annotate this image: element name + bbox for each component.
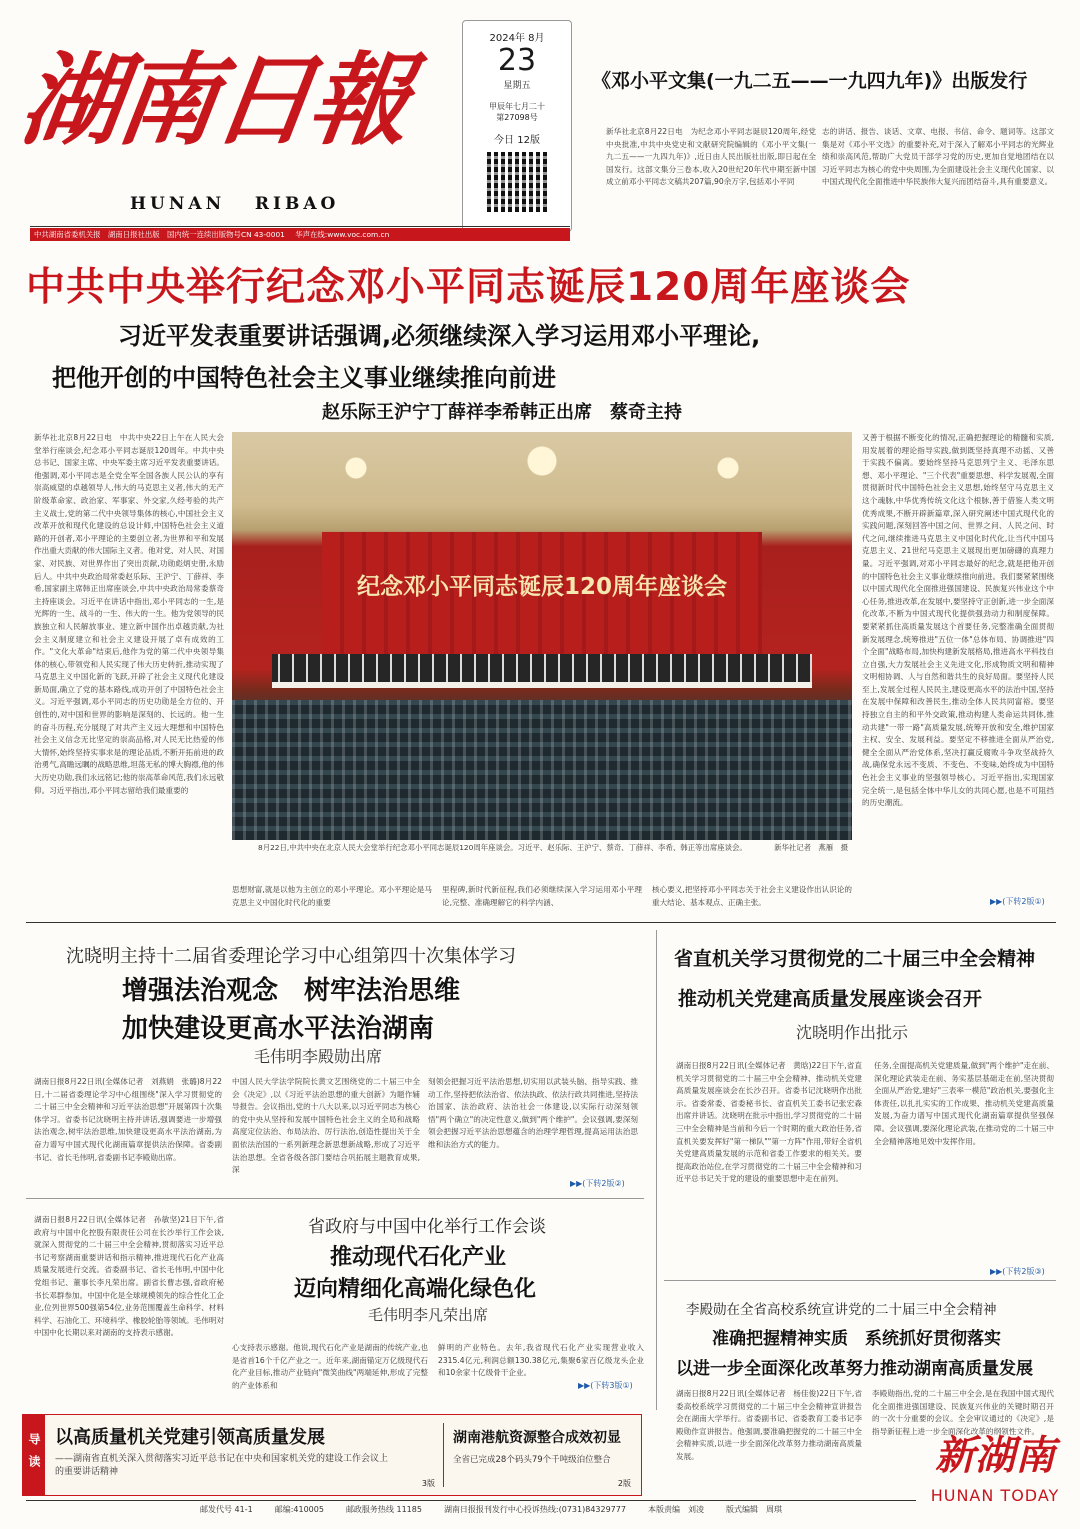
hunan-today-logo[interactable]	[920, 1426, 1070, 1524]
law-story-col-2: 中国人民大学法学院院长黄文艺围绕党的二十届三中全会《决定》,以《习近平法治思想的重大创新》为题作辅导报告。会议指出,党的十八大以来,以习近平同志为核心的党中央从坚持和发展中国特色社会主义的全局和战略高度定位法治、布局法治、厉行法治,创造性提出关于全面依法治国的一系列新理念新思想新战略,形成了习近平法治思想。全省各级各部门要结合巩拓展主题教育成果,深	[232, 1077, 420, 1175]
headline-attendees: 赵乐际王沪宁丁薛祥李希韩正出席 蔡奇主持	[322, 402, 682, 423]
organs-story-continued-link[interactable]: ▶▶(下转2版③)	[990, 1267, 1045, 1276]
organs-story-col-1: 湖南日报8月22日讯(全媒体记者 黄晗)22日下午,省直机关学习贯彻党的二十届三中全会精神、推动机关党建高质量发展座谈会在长沙召开。省委书记沈晓明作出批示。省委常委、省委秘书长、省直机关工委书记张宏森出席并讲话。沈晓明在批示中指出,学习贯彻党的二十届三中全会精神是当前和今后一个时期的重大政治任务,省直机关要发挥好"第一梯队""第一方阵"作用,带好全省机关党建高质量发展的示范和省委工作要求的相关关。要提高政治站位,在学习贯彻党的二十届三中全会精神和习近平总书记关于党的建设的重要思想中走在前列。	[676, 1061, 862, 1184]
conference-photo[interactable]	[232, 432, 852, 840]
colleges-story-col-2: 李殿勋指出,党的二十届三中全会,是在我国中国式现代化全面推进强国建设、民族复兴伟业的关键时期召开的一次十分重要的会议。全会审议通过的《决定》,是指导新征程上进一步全面深化改革的纲领性文件。	[872, 1389, 1054, 1436]
footer-layout-editor: 版式编辑 周琪	[725, 1505, 782, 1514]
guide-box	[22, 1414, 642, 1496]
main-headline[interactable]: 中共中央举行纪念邓小平同志诞辰120周年座谈会	[26, 265, 911, 310]
top-news-body-right: 志的讲话、报告、谈话、文章、电报、书信、命令、题词等。这部文集是对《邓小平文选》的重要补充,对于深入了解邓小平同志的光辉业绩和崇高风范,帮助广大党员干部学习党的历史,更加自觉地团结在以习近平同志为核心的党中央周围,为全面建设社会主义现代化国家、以中国式现代化全面推进中华民族伟大复兴而团结奋斗,具有重要意义。	[822, 127, 1054, 187]
issue-number: 第27098号	[496, 113, 538, 122]
colleges-story-title-1[interactable]: 准确把握精神实质 系统抓好贯彻落实	[712, 1329, 1001, 1349]
footer-editor: 本版责编 刘凌	[647, 1505, 704, 1514]
guide-item-2[interactable]	[453, 1415, 633, 1495]
guide-item-2-title: 湖南港航资源整合成效初显	[453, 1430, 621, 1446]
sinopec-story-col-1: 湖南日报8月22日讯(全媒体记者 孙敏坚)21日下午,省政府与中国中化控股有限责任公司在长沙举行工作会谈,就深入贯彻党的二十届三中全会精神,贯彻落实习近平总书记考察湖南重要讲话和指示精神,推进现代石化产业高质量发展进行交流。省委副书记、省长毛伟明,中国中化党组书记、董事长李凡荣出席。副省长曹志强,省政府秘书长邓群参加。中国中化是全球规模领先的综合性化工企业,位列世界500强第54位,业务范围覆盖生命科学、材料科学、石油化工、环境科学、橡胶轮胎等领域。毛伟明对中国中化长期以来对湖南的支持表示感谢。	[34, 1215, 224, 1338]
logo-chars: 湖南日報	[13, 41, 415, 159]
hunan-today-logo-en: HUNAN TODAY	[930, 1486, 1060, 1505]
guide-item-1-page: 3版	[421, 1479, 435, 1488]
footer-rule	[26, 1500, 916, 1501]
footer-info	[200, 1504, 900, 1515]
top-news-title[interactable]: 《邓小平文集(一九二五——一九四九年)》出版发行	[592, 70, 1028, 92]
footer-service-hotline: 邮政服务热线 11185	[345, 1505, 422, 1514]
lead-bottom-col-1: 思想财富,就是以他为主创立的邓小平理论。邓小平理论是马克思主义中国化时代化的重要	[232, 885, 432, 907]
guide-divider	[443, 1423, 444, 1487]
vertical-divider	[656, 930, 657, 1410]
law-story-title-1[interactable]: 增强法治观念 树牢法治思维	[122, 976, 461, 1006]
lead-bottom-col-3: 核心要义,把坚持邓小平同志关于社会主义建设作出认识论的重大结论、基本观点、正确主张。	[652, 885, 852, 907]
lunar-date: 甲辰年七月二十	[489, 102, 545, 111]
law-story-col-3: 刻领会把握习近平法治思想,切实用以武装头脑、指导实践、推动工作,坚持把依法治省、依法执政、依法行政共同推进,坚持法治国家、法治政府、法治社会一体建设,以实际行动深刻领悟"两个确立"的决定性意义,做到"两个维护"。会议强调,要深刻领会把握习近平法治思想蕴含的治理学理哲理,提高运用法治思维和法治方式的能力。	[428, 1077, 638, 1149]
headline-sub-2: 把他开创的中国特色社会主义事业继续推向前进	[52, 364, 556, 392]
strip-publisher: 中共湖南省委机关报 湖南日报社出版 国内统一连续出版物号CN 43-0001	[34, 230, 285, 239]
colleges-story-col-1: 湖南日报8月22日讯(全媒体记者 杨佳俊)22日下午,省委高校系统学习贯彻党的二十届三中全会精神宣讲报告会在湖南大学举行。省委副书记、省委教育工委书记李殿勋作宣讲报告。他强调,要准确把握党的二十届三中全会精神实质,以进一步全面深化改革努力推动湖南高质量发展。	[676, 1389, 862, 1461]
sinopec-story-title-2[interactable]: 迈向精细化高端化绿色化	[294, 1277, 537, 1302]
organs-story-col-2: 任务,全面提高机关党建质量,做到"两个维护"走在前、深化理论武装走在前、务实基层基础走在前,坚决贯彻全面从严治党,建好"三表率一模范"政治机关,要强化主体责任,以扎扎实实的工作成果、推动机关党建高质量发展,为奋力谱写中国式现代化湖南篇章提供坚强保障。会议强调,要深化理论武装,在推动党的二十届三中全会精神落地见效中发挥作用。	[874, 1061, 1054, 1146]
photo-credit: 新华社记者 燕雁 摄	[774, 843, 848, 852]
lead-continued-link[interactable]: ▶▶(下转2版①)	[990, 897, 1045, 906]
section-divider-1	[26, 922, 1056, 923]
guide-item-1-title: 以高质量机关党建引领高质量发展	[55, 1427, 325, 1448]
strip-website[interactable]: 华声在线:www.voc.com.cn	[295, 230, 390, 239]
sinopec-story-continued-link[interactable]: ▶▶(下转3版①)	[578, 1381, 633, 1390]
sinopec-story-attendees: 毛伟明李凡荣出席	[368, 1306, 489, 1324]
guide-item-2-page: 2版	[617, 1479, 631, 1488]
headline-sub-1: 习近平发表重要讲话强调,必须继续深入学习运用邓小平理论,	[118, 322, 761, 350]
page-count: 今日 12版	[494, 135, 540, 146]
law-story-kicker: 沈晓明主持十二届省委理论学习中心组第四十次集体学习	[66, 946, 516, 967]
hunan-today-logo-chars: 新湖南	[935, 1433, 1055, 1479]
masthead-rule	[30, 226, 570, 227]
lead-column-left: 新华社北京8月22日电 中共中央22日上午在人民大会堂举行座谈会,纪念邓小平同志诞辰120周年。中共中央总书记、国家主席、中央军委主席习近平发表重要讲话。他强调,邓小平同志是全党全军全国各族人民公认的享有崇高威望的卓越领导人,伟大的马克思主义者,伟大的无产阶级革命家、政治家、军事家、外交家,久经考验的共产主义战士,党的第二代中央领导集体的核心,中国社会主义改革开放和现代化建设的总设计师,中国特色社会主义道路的开创者,邓小平理论的主要创立者,为世界和平和发展作出重大贡献的伟大国际主义者。他对党、对人民、对国家、对民族、对世界作出了突出贡献,功勋彪炳史册,永励后人。中共中央政治局常委赵乐际、王沪宁、丁薛祥、李希,国家副主席韩正出席座谈会,中共中央政治局常委蔡奇主持座谈会。习近平在讲话中指出,邓小平同志的一生,是光辉的一生、战斗的一生、伟大的一生。他为党领导的民族独立和人民解放事业、建立新中国作出卓越贡献,为社会主义制度建立和社会主义建设开展了卓有成效的工作。"文化大革命"结束后,他作为党的第二代中央领导集体的核心,带领党和人民实现了伟大历史转折,推动实现了马克思主义中国化新的飞跃,开辟了社会主义现代化建设新局面,确立了党的基本路线,成功开创了中国特色社会主义。习近平强调,邓小平同志的历史功勋是全方位的、开创性的,对中国和世界的影响是深刻的、长远的。他一生的奋斗历程,充分展现了对共产主义远大理想和中国特色社会主义信念无比坚定的崇高品格,对人民无比热爱的伟大情怀,始终坚持实事求是的理论品质,不断开拓前进的政治勇气,高瞻远瞩的战略思维,坦荡无私的博大胸襟,他的伟大历史功勋,我们永远铭记;他的崇高革命风范,我们永远敬仰。习近平指出,邓小平同志留给我们最重要的	[34, 433, 224, 795]
audience-seats	[232, 700, 852, 840]
guide-item-2-sub: 全省已完成28个码头79个千吨级泊位整合	[453, 1455, 611, 1465]
newspaper-logo	[13, 10, 442, 200]
footer-complaint-hotline: 湖南日报报刊发行中心投诉热线:(0731)84329777	[443, 1505, 626, 1514]
colleges-story-title-2[interactable]: 以进一步全面深化改革努力推动湖南高质量发展	[676, 1359, 1033, 1379]
law-story-title-2[interactable]: 加快建设更高水平法治湖南	[122, 1014, 435, 1044]
sinopec-story-title-1[interactable]: 推动现代石化产业	[330, 1245, 507, 1270]
organs-story-title-2[interactable]: 推动机关党建高质量发展座谈会召开	[678, 988, 983, 1010]
divider-organs-colleges	[664, 1280, 1056, 1281]
lead-column-right: 又善于根据不断变化的情况,正确把握理论的精髓和实质,用发展着的理论指导实践,做到既坚持真理不动摇、又善于实践不偏离。要始终坚持马克思列宁主义、毛泽东思想、邓小平理论、"三个代表"重要思想、科学发展观,全面贯彻新时代中国特色社会主义思想,始终坚守马克思主义这个魂脉,中华优秀传统文化这个根脉,善于借鉴人类文明优秀成果,不断开辟新篇章,深入研究阐述中国式现代化的实践问题,深刻回答中国之问、世界之问、人民之问、时代之问,继续推进马克思主义中国化时代化,让当代中国马克思主义、21世纪马克思主义展现出更加磅礴的真理力量。习近平强调,对邓小平同志最好的纪念,就是把他开创的中国特色社会主义事业继续推向前进。我们要紧紧围绕以中国式现代化全面推进强国建设、民族复兴伟业这个中心任务,推进改革,在发展中,要坚持守正创新,进一步全面深化改革,不断为中国式现代化提供强劲动力和制度保障。要紧紧抓住高质量发展这个首要任务,完整准确全面贯彻新发展理念,统筹推进"五位一体"总体布局、协调推进"四个全面"战略布局,加快构建新发展格局,推进高水平科技自立自强,大力发展社会主义先进文化,形成物质文明和精神文明相协调、人与自然和谐共生的良好局面。要坚持人民至上,发展全过程人民民主,建设更高水平的法治中国,坚持在发展中保障和改善民生,推动全体人民共同富裕。要坚持独立自主的和平外交政策,推动构建人类命运共同体,推动共建"一带一路"高质量发展,统筹开放和安全,维护国家主权、安全、发展利益。要坚定不移推进全面从严治党,健全全面从严治党体系,坚决打赢反腐败斗争攻坚战持久战,确保党永远不变质、不变色、不变味,始终成为中国特色社会主义事业的坚强领导核心。习近平指出,实现国家完全统一,是包括全体中华儿女的共同心愿,也是不可阻挡的历史潮流。	[862, 433, 1054, 808]
guide-item-1-sub: ——湖南省直机关深入贯彻落实习近平总书记在中央和国家机关党的建设工作会议上的重要讲话精神	[55, 1454, 389, 1477]
ceiling-lights	[232, 440, 852, 510]
date-box	[462, 20, 572, 232]
sinopec-story-kicker: 省政府与中国中化举行工作会谈	[308, 1217, 546, 1237]
lead-bottom-col-2: 里程碑,新时代新征程,我们必须继续深入学习运用邓小平理论,完整、准确理解它的科学内涵、	[442, 885, 642, 907]
organs-story-sub: 沈晓明作出批示	[796, 1023, 909, 1042]
sinopec-story-col-3: 鲜明的产业特色。去年,我省现代石化产业实现营业收入2315.4亿元,利润总额130.38亿元,集聚6家百亿级龙头企业和10余家十亿级骨干企业。	[438, 1343, 644, 1378]
guide-item-1[interactable]	[55, 1415, 437, 1495]
guide-label: 导读	[23, 1415, 45, 1495]
photo-caption-text: 8月22日,中共中央在北京人民大会堂举行纪念邓小平同志诞辰120周年座谈会。习近平、赵乐际、王沪宁、蔡奇、丁薛祥、李希、韩正等出席座谈会。	[258, 843, 747, 852]
sinopec-story-col-2: 心支持表示感谢。他说,现代石化产业是湖南的传统产业,也是省首16个千亿产业之一。近年来,湖南锚定万亿级现代石化产业目标,推动产业链向"微笑曲线"两端延伸,形成了完整的产业体系和	[232, 1343, 428, 1390]
stage-banner: 纪念邓小平同志诞辰120周年座谈会	[356, 574, 727, 600]
date-month: 2024年 8月	[489, 33, 545, 44]
law-story-attendees: 毛伟明李殿勋出席	[254, 1047, 383, 1066]
organs-story-title-1[interactable]: 省直机关学习贯彻党的二十届三中全会精神	[674, 948, 1036, 970]
date-day: 23	[497, 43, 537, 78]
colleges-story-kicker: 李殿勋在全省高校系统宣讲党的二十届三中全会精神	[686, 1302, 997, 1318]
footer-zip: 邮编:410005	[274, 1505, 324, 1514]
logo-pinyin: HUNAN RIBAO	[130, 194, 340, 214]
top-news-body-left: 新华社北京8月22日电 为纪念邓小平同志诞辰120周年,经党中央批准,中共中央党史和文献研究院编辑的《邓小平文集(一九二五——一九四九年)》,近日由人民出版社出版,即日起在全国发行。这部文集分三卷本,收入20世纪20年代中期至新中国成立前邓小平同志文稿共207篇,90余万字,包括邓小平同	[606, 127, 816, 187]
photo-caption	[258, 842, 848, 868]
law-story-continued-link[interactable]: ▶▶(下转2版②)	[570, 1179, 625, 1188]
masthead-strip	[30, 228, 570, 241]
divider-law-sinopec	[26, 1198, 644, 1199]
footer-postal-code: 邮发代号 41-1	[200, 1505, 253, 1514]
law-story-col-1: 湖南日报8月22日讯(全媒体记者 刘燕娟 张璐)8月22日,十二届省委理论学习中心组围绕"深入学习贯彻党的二十届三中全会精神和习近平法治思想"开展第四十次集体学习。省委书记沈晓明主持并讲话,强调要进一步增强法治观念,树牢法治思维,加快建设更高水平法治湖南,为奋力谱写中国式现代化湖南篇章提供法治保障。省委副书记、省长毛伟明,省委副书记李殿勋出席。	[34, 1077, 222, 1162]
qr-code[interactable]	[487, 152, 547, 212]
presidium-table	[272, 654, 812, 688]
date-weekday: 星期五	[503, 81, 531, 91]
